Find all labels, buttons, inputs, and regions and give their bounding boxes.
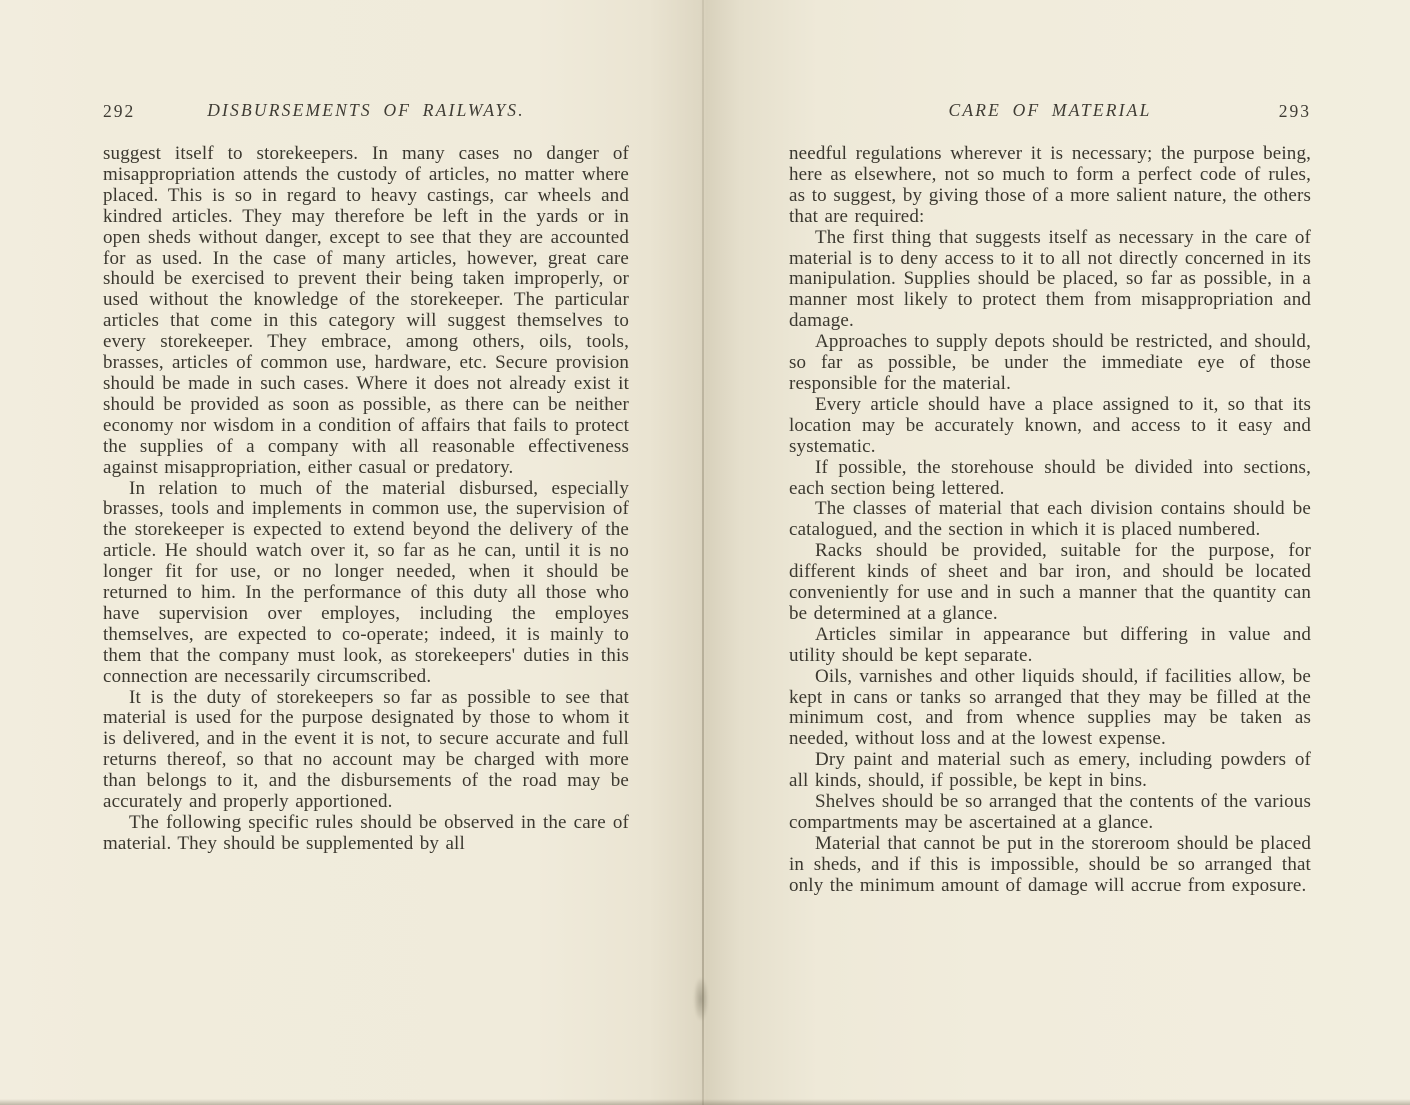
paragraph: The classes of material that each division contains should be catalogued, and the section in which it is placed numbered. xyxy=(789,498,1311,541)
paragraph: suggest itself to storekeepers. In many cases no danger of misappropriation attends the custody of articles, no matter where placed. This is so in regard to heavy castings, car wheels and kindred articles. They may therefore be left in the yards or in open sheds without danger, except to see that they are accounted for as used. In the case of many articles, however, great care should be exercised to prevent their being taken improperly, or used without the knowledge of the storekeeper. The particular articles that come in this category will suggest themselves to every storekeeper. They embrace, among others, oils, tools, brasses, articles of common use, hardware, etc. Secure provision should be made in such cases. Where it does not already exist it should be provided as soon as possible, as there can be neither economy nor wisdom in a condition of affairs that fails to protect the supplies of a company with all reasonable effectiveness against misappropriation, either casual or predatory. xyxy=(103,143,629,478)
paragraph: It is the duty of storekeepers so far as possible to see that material is used for the purpose designated by those to whom it is delivered, and in the event it is not, to secure accurate and full returns thereof, so that no account may be charged with more than belongs to it, and the disbursements of the road may be accurately and properly apportioned. xyxy=(103,686,629,813)
page-bottom-edge-shadow xyxy=(0,1099,1410,1105)
paragraph: Articles similar in appearance but differing in value and utility should be kept separate. xyxy=(789,623,1311,666)
page-header-left xyxy=(103,100,629,122)
paragraph: Oils, varnishes and other liquids should, if facilities allow, be kept in cans or tanks so arranged that they may be filled at the minimum cost, and from whence supplies may be taken as needed, without loss and at the lowest expense. xyxy=(789,665,1311,750)
gutter-smudge xyxy=(694,978,708,1020)
paragraph: In relation to much of the material disbursed, especially brasses, tools and implements in common use, the supervision of the storekeeper is expected to extend beyond the delivery of the article. He should watch over it, so far as he can, until it is no longer fit for use, or no longer needed, when it should be returned to him. In the performance of this duty all those who have supervision over employes, including the employes themselves, are expected to co-operate; indeed, it is mainly to them that the company must look, as storekeepers' duties in this connection are necessarily circumscribed. xyxy=(103,477,629,687)
paragraph: If possible, the storehouse should be divided into sections, each section being lettered. xyxy=(789,456,1311,499)
page-right xyxy=(789,100,1311,897)
gutter-crease xyxy=(702,0,704,1105)
paragraph: Approaches to supply depots should be restricted, and should, so far as possible, be under the immediate eye of those responsible for the material. xyxy=(789,331,1311,394)
page-number-right: 293 xyxy=(1278,101,1311,121)
paragraph: Shelves should be so arranged that the contents of the various compartments may be ascertained at a glance. xyxy=(789,791,1311,833)
page-body-left xyxy=(103,144,629,855)
paragraph: The first thing that suggests itself as necessary in the care of material is to deny access to it to all not directly concerned in its manipulation. Supplies should be placed, so far as possible, in a manner most likely to protect them from misappropriation and damage. xyxy=(789,226,1311,332)
paragraph: Racks should be provided, suitable for the purpose, for different kinds of sheet and bar iron, and should be located conveniently for use and in such a manner that the quantity can be determined at a glance. xyxy=(789,540,1311,624)
page-left xyxy=(103,100,629,855)
page-number-left: 292 xyxy=(103,101,136,121)
page-body-right xyxy=(789,144,1311,897)
page-header-right xyxy=(789,100,1311,122)
paragraph: needful regulations wherever it is necessary; the purpose being, here as elsewhere, not so much to form a perfect code of rules, as to suggest, by giving those of a more salient nature, the others that are required: xyxy=(789,143,1311,227)
running-title-right: CARE OF MATERIAL xyxy=(948,100,1152,120)
paragraph: Every article should have a place assigned to it, so that its location may be accurately known, and access to it easy and systematic. xyxy=(789,393,1311,457)
paragraph: The following specific rules should be observed in the care of material. They should be supplemented by all xyxy=(103,812,629,854)
paragraph: Dry paint and material such as emery, including powders of all kinds, should, if possible, be kept in bins. xyxy=(789,749,1311,792)
running-title-left: DISBURSEMENTS OF RAILWAYS. xyxy=(207,100,525,120)
paragraph: Material that cannot be put in the storeroom should be placed in sheds, and if this is impossible, should be so arranged that only the minimum amount of damage will accrue from exposure. xyxy=(789,832,1311,896)
